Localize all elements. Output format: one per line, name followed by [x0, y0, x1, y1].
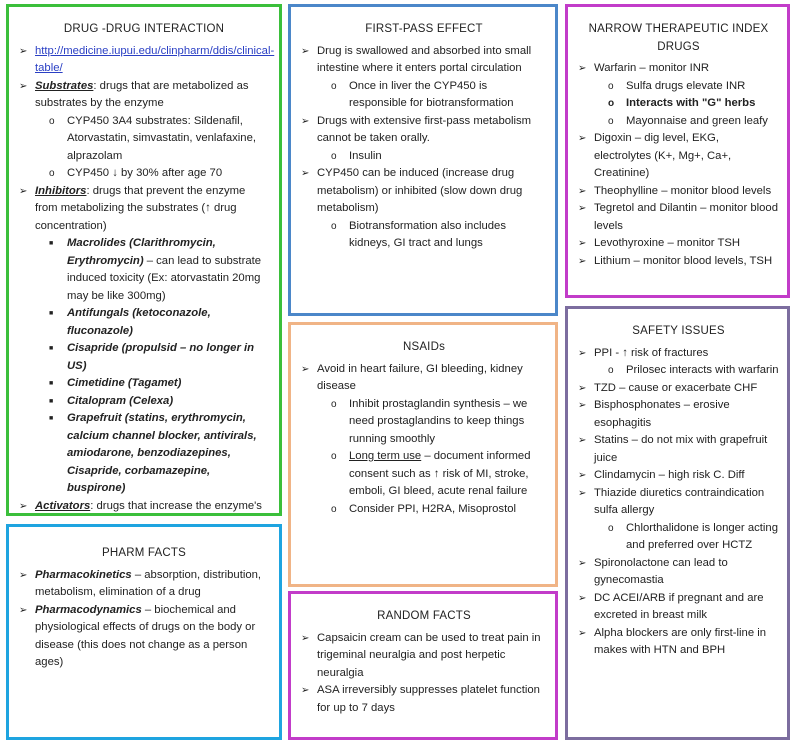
inhibitors-text: : drugs that prevent the enzyme from metabolizing the substrates (↑ drug concentration)	[35, 184, 246, 232]
list-item: ➢ ASA irreversibly suppresses platelet function for up to 7 days	[301, 682, 547, 717]
inhibitors-label: Inhibitors	[35, 184, 87, 197]
list-item: ■ Cimetidine (Tagamet)	[19, 375, 269, 393]
list-item	[301, 448, 547, 501]
pharm-title: PHARM FACTS	[102, 547, 186, 559]
list-item	[19, 498, 269, 517]
list-item: ➢ Lithium – monitor blood levels, TSH	[578, 253, 779, 271]
safety-issues-box	[565, 306, 790, 740]
pharm-facts-box	[6, 524, 282, 740]
list-item: ➢ PPI - ↑ risk of fractures	[578, 345, 779, 363]
first-pass-effect-box	[288, 4, 558, 316]
list-item: o Inhibit prostaglandin synthesis – we need prostaglandins to keep things running smoothly	[301, 396, 547, 449]
list-item: ■ Citalopram (Celexa)	[19, 393, 269, 411]
risk-text: ↑ risk of MI, stroke,	[433, 467, 529, 480]
list-item	[19, 183, 269, 236]
list-item: ➢ DC ACEI/ARB if pregnant and are excreted in breast milk	[578, 590, 779, 625]
nti-title: NARROW THERAPEUTIC INDEX DRUGS	[588, 23, 769, 53]
list-item: ➢ Spironolactone can lead to gynecomastia	[578, 555, 779, 590]
list-item: ➢ Drugs with extensive first-pass metabolism cannot be taken orally.	[301, 113, 547, 148]
nsaids-box	[288, 322, 558, 587]
list-item: ■ Cisapride (propulsid – no longer in US)	[19, 340, 269, 375]
long-term-use-text: – document informed consent such as	[349, 450, 531, 480]
random-facts-box	[288, 591, 558, 740]
list-item: ■ Antifungals (ketoconazole, fluconazole)	[19, 305, 269, 340]
list-item: ➢ Capsaicin cream can be used to treat pain in trigeminal neuralgia and post herpetic neuralgia	[301, 630, 547, 683]
list-item: ➢ Alpha blockers are only first-line in makes with HTN and BPH	[578, 625, 779, 660]
activators-label: Activators	[35, 499, 91, 512]
list-item: ➢ Statins – do not mix with grapefruit juice	[578, 432, 779, 467]
substrates-label: Substrates	[35, 79, 94, 92]
list-item	[19, 567, 269, 602]
macrolides-label: Macrolides (Clarithromycin, Erythromycin)	[67, 237, 216, 267]
list-item: o Chlorthalidone is longer acting and preferred over HCTZ	[578, 520, 779, 555]
list-item: o Interacts with "G" herbs	[578, 95, 779, 113]
list-item: ■ Grapefruit (statins, erythromycin, calcium channel blocker, antivirals, amiodarone, benzodiazepines, Cisapride, corbamazepine, buspirone)	[19, 410, 269, 498]
ddi-link[interactable]: http://medicine.iupui.edu/clinpharm/ddis/clinical-table/	[35, 44, 275, 74]
list-item: ➢ Warfarin – monitor INR	[578, 60, 779, 78]
list-item: o Prilosec interacts with warfarin	[578, 362, 779, 380]
list-item: o Sulfa drugs elevate INR	[578, 78, 779, 96]
list-item: o CYP450 ↓ by 30% after age 70	[19, 165, 269, 183]
list-item: ➢ Drug is swallowed and absorbed into small intestine where it enters portal circulation	[301, 43, 547, 78]
list-item	[19, 43, 275, 78]
list-item: o Biotransformation also includes kidneys, GI tract and lungs	[301, 218, 547, 253]
list-item: ➢ Thiazide diuretics contraindication sulfa allergy	[578, 485, 779, 520]
list-item: o Insulin	[301, 148, 547, 166]
list-item	[19, 602, 269, 672]
substrates-text: : drugs that are metabolized as substrates by the enzyme	[35, 79, 249, 109]
activators-text: : drugs that increase the enzyme's	[90, 499, 262, 512]
list-item: ➢ Tegretol and Dilantin – monitor blood levels	[578, 200, 779, 235]
list-item	[19, 78, 269, 113]
list-item: o CYP450 3A4 substrates: Sildenafil, Atorvastatin, simvastatin, venlafaxine, alprazolam	[19, 113, 269, 166]
list-item	[19, 235, 269, 305]
list-item: ➢ Clindamycin – high risk C. Diff	[578, 467, 779, 485]
list-item: o Consider PPI, H2RA, Misoprostol	[301, 501, 547, 519]
list-item: o Once in liver the CYP450 is responsible for biotransformation	[301, 78, 547, 113]
risk-text-rest: emboli, GI bleed, acute renal failure	[349, 485, 528, 497]
list-item: ➢ Levothyroxine – monitor TSH	[578, 235, 779, 253]
list-item: ➢ CYP450 can be induced (increase drug metabolism) or inhibited (slow down drug metabolism)	[301, 165, 547, 218]
list-item: ➢ Digoxin – dig level, EKG, electrolytes (K+, Mg+, Ca+, Creatinine)	[578, 130, 779, 183]
long-term-use-label: Long term use	[349, 450, 422, 462]
drug-drug-interaction-box	[6, 4, 282, 516]
pharmacokinetics-label: Pharmacokinetics	[35, 568, 132, 581]
list-item: ➢ TZD – cause or exacerbate CHF	[578, 380, 779, 398]
list-item: ➢ Avoid in heart failure, GI bleeding, kidney disease	[301, 361, 547, 396]
fpe-title: FIRST-PASS EFFECT	[365, 23, 483, 35]
pharmacodynamics-label: Pharmacodynamics	[35, 603, 142, 616]
nsaid-title: NSAIDs	[402, 341, 446, 353]
random-title: RANDOM FACTS	[377, 610, 471, 622]
pharmacokinetics-text: – absorption, distribution, metabolism, elimination of a drug	[35, 568, 262, 598]
narrow-therapeutic-index-box	[565, 4, 790, 298]
list-item: o Mayonnaise and green leafy	[578, 113, 779, 131]
macrolides-text: – can lead to substrate induced toxicity (Ex: atorvastatin 20mg may be like 300mg)	[67, 254, 262, 302]
list-item: ➢ Bisphosphonates – erosive esophagitis	[578, 397, 779, 432]
safety-title: SAFETY ISSUES	[632, 325, 725, 337]
ddi-title: DRUG -DRUG INTERACTION	[63, 23, 225, 35]
list-item: ➢ Theophylline – monitor blood levels	[578, 183, 779, 201]
pharmacodynamics-text: – biochemical and physiological effects of drugs on the body or disease (this does not change as a person ages)	[35, 603, 256, 668]
